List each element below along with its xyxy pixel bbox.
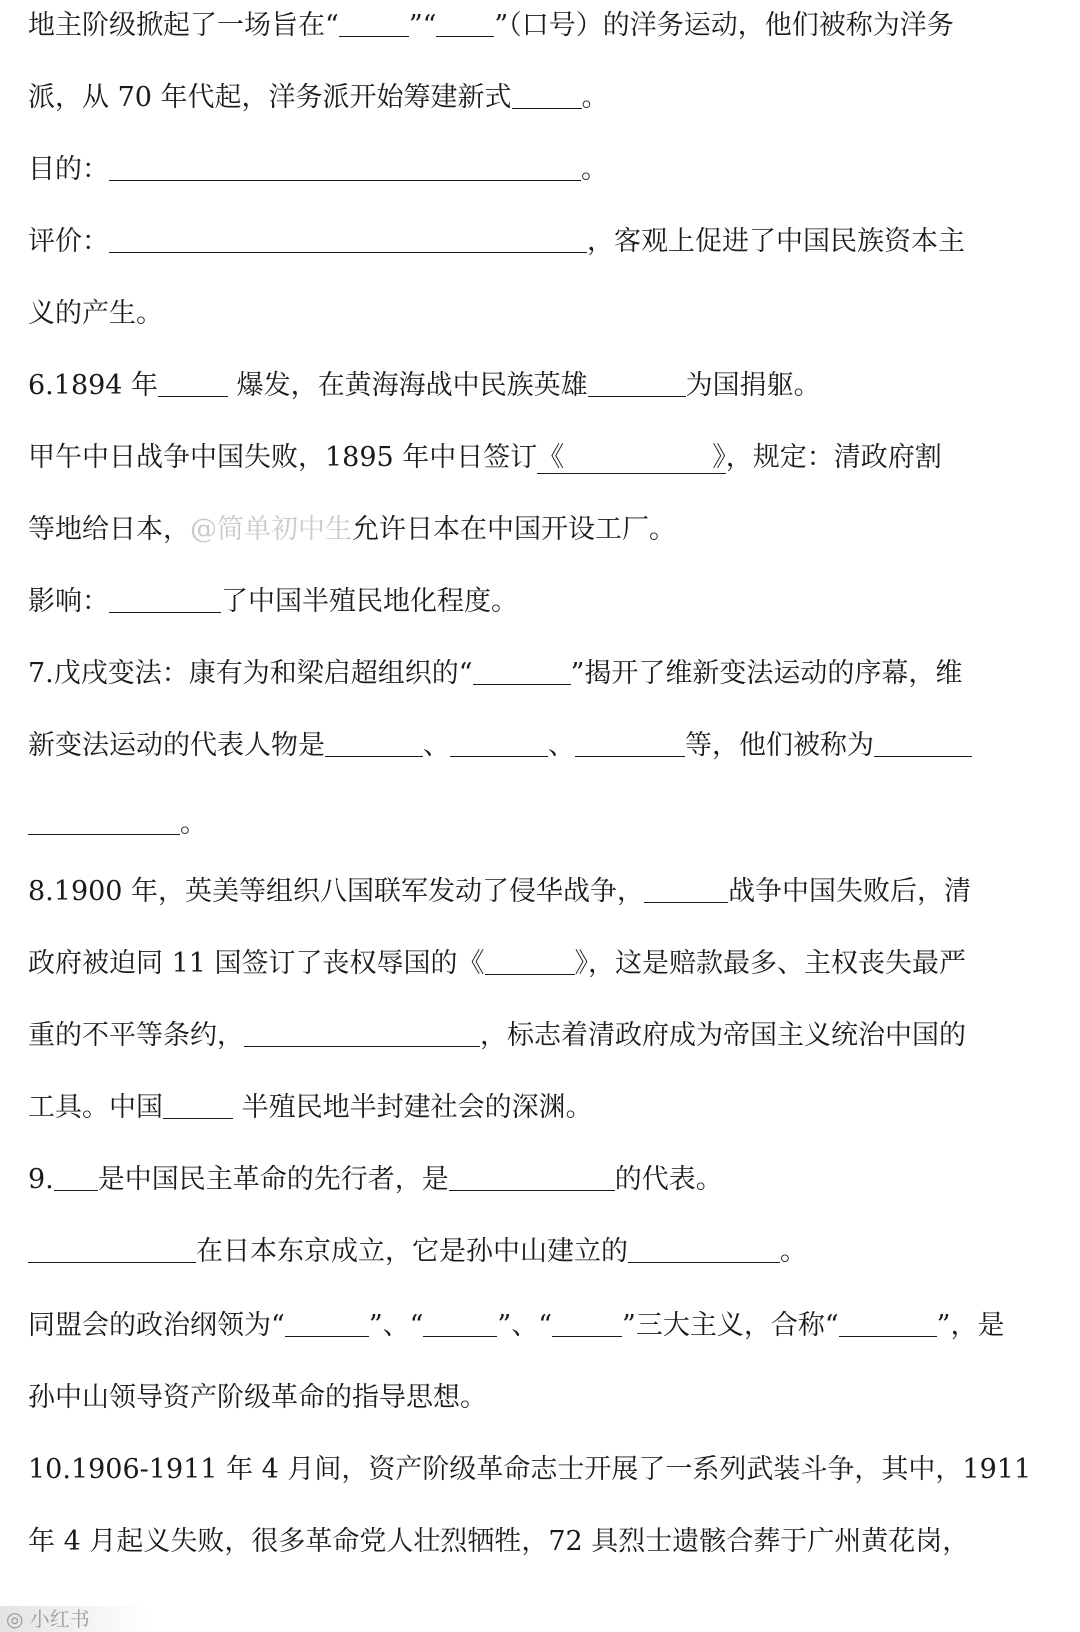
blank-party-type <box>628 1236 780 1263</box>
book-title-open: 《 <box>537 442 565 473</box>
text-segment: 义的产生。 <box>28 298 163 329</box>
text-line-2 <box>28 78 1062 118</box>
blank-war <box>158 370 228 397</box>
text-segment: 允许日本在中国开设工厂。 <box>352 514 676 545</box>
blank-influence <box>109 586 221 613</box>
text-segment: 年 4 月起义失败，很多革命党人壮烈牺牲，72 具烈士遗骸合葬于广州黄花岗， <box>28 1526 970 1557</box>
text-segment: 新变法运动的代表人物是 <box>28 730 325 761</box>
text-segment: 影响： <box>28 586 109 617</box>
watermark: @简单初中生 <box>190 514 352 545</box>
book-title-close: 》 <box>712 442 726 473</box>
text-line-3 <box>28 150 1062 190</box>
text-segment: 的代表。 <box>614 1164 723 1195</box>
text-segment: ”、“ <box>368 1310 424 1341</box>
blank-degree <box>163 1092 233 1119</box>
text-line-7 <box>28 438 1062 478</box>
text-line-12 <box>28 804 1062 844</box>
blank-principle-3 <box>552 1310 622 1337</box>
text-segment: 6.1894 年 <box>28 370 159 401</box>
blank-treaty-1901 <box>485 948 575 975</box>
text-segment: 》，这是赔款最多、主权丧失最严 <box>574 948 967 979</box>
text-segment: ”三大主义，合称“ <box>622 1310 839 1341</box>
corner-watermark: ◎ 小红书 <box>0 1606 150 1632</box>
blank-hero <box>588 370 686 397</box>
text-segment: ”，是 <box>936 1310 1005 1341</box>
text-segment: 9. <box>28 1164 54 1195</box>
blank-group-name-cont <box>28 808 180 835</box>
text-line-19 <box>28 1306 1062 1346</box>
text-segment: 等，他们被称为 <box>685 730 874 761</box>
text-segment: 半殖民地半封建社会的深渊。 <box>233 1092 593 1123</box>
text-segment: 。 <box>780 1236 807 1267</box>
blank-purpose <box>109 154 581 181</box>
text-line-13 <box>28 872 1062 912</box>
blank-organization <box>473 658 571 685</box>
blank-slogan-2 <box>436 10 494 37</box>
text-line-8 <box>28 510 1062 550</box>
text-segment: 了中国半殖民地化程度。 <box>221 586 518 617</box>
blank-treaty-content <box>244 1020 480 1047</box>
blank-evaluation <box>109 226 587 253</box>
treaty-blank <box>537 442 726 474</box>
text-line-18 <box>28 1232 1062 1272</box>
text-segment: 重的不平等条约， <box>28 1020 244 1051</box>
text-segment: 10.1906-1911 年 4 月间，资产阶级革命志士开展了一系列武装斗争，其中，1911 <box>28 1454 1032 1485</box>
blank-person-3 <box>575 730 685 757</box>
text-segment: 同盟会的政治纲领为“ <box>28 1310 285 1341</box>
text-line-15 <box>28 1016 1062 1056</box>
text-segment: 目的： <box>28 154 109 185</box>
text-segment: 派，从 70 年代起，洋务派开始筹建新式 <box>28 82 512 113</box>
text-line-22 <box>28 1522 1062 1562</box>
text-segment: 战争中国失败后，清 <box>728 876 972 907</box>
text-segment: 为国捐躯。 <box>685 370 821 401</box>
text-segment: 孙中山领导资产阶级革命的指导思想。 <box>28 1382 487 1413</box>
text-segment: 工具。中国 <box>28 1092 163 1123</box>
text-segment: ”（口号）的洋务运动，他们被称为洋务 <box>494 10 954 41</box>
text-line-17 <box>28 1160 1062 1200</box>
blank-group-name <box>874 730 972 757</box>
text-segment: 甲午中日战争中国失败，1895 年中日签订 <box>28 442 538 473</box>
text-segment: ，客观上促进了中国民族资本主 <box>587 226 965 257</box>
blank-slogan-1 <box>339 10 409 37</box>
text-line-9 <box>28 582 1062 622</box>
text-segment: ，标志着清政府成为帝国主义统治中国的 <box>480 1020 966 1051</box>
text-segment: 等地给日本， <box>28 514 190 545</box>
text-segment: 是中国民主革命的先行者，是 <box>97 1164 449 1195</box>
text-segment: 地主阶级掀起了一场旨在“ <box>28 10 339 41</box>
text-line-21 <box>28 1450 1062 1490</box>
text-segment: 评价： <box>28 226 109 257</box>
blank-industry <box>512 82 582 109</box>
text-line-6 <box>28 366 1062 406</box>
blank-class <box>449 1164 615 1191</box>
text-segment: 、 <box>423 730 450 761</box>
blank-person-2 <box>450 730 548 757</box>
text-segment: 。 <box>581 154 608 185</box>
text-segment: ，规定：清政府割 <box>725 442 942 473</box>
text-line-1 <box>28 6 1062 46</box>
text-segment: ”揭开了维新变法运动的序幕，维 <box>570 658 963 689</box>
text-segment: 在日本东京成立，它是孙中山建立的 <box>196 1236 628 1267</box>
text-segment: 。 <box>180 808 207 839</box>
text-line-20 <box>28 1378 1062 1418</box>
text-line-4 <box>28 222 1062 262</box>
text-segment: 8.1900 年，英美等组织八国联军发动了侵华战争， <box>28 876 645 907</box>
blank-person-1 <box>325 730 423 757</box>
text-segment: 7.戊戌变法：康有为和梁启超组织的“ <box>28 658 473 689</box>
text-line-14 <box>28 944 1062 984</box>
text-segment: 爆发，在黄海海战中民族英雄 <box>228 370 588 401</box>
blank-principle-1 <box>285 1310 369 1337</box>
blank-pioneer <box>54 1164 98 1191</box>
blank-organization-name <box>28 1236 196 1263</box>
text-line-5 <box>28 294 1062 334</box>
text-segment: 、 <box>548 730 575 761</box>
text-segment: ”“ <box>408 10 437 41</box>
text-segment: 政府被迫同 11 国签订了丧权辱国的《 <box>28 948 485 979</box>
blank-war-name <box>644 876 728 903</box>
blank-combined-name <box>839 1310 937 1337</box>
text-segment: ”、“ <box>497 1310 553 1341</box>
text-line-16 <box>28 1088 1062 1128</box>
blank-principle-2 <box>423 1310 497 1337</box>
text-line-11 <box>28 726 1062 766</box>
text-segment: 。 <box>581 82 609 113</box>
text-line-10 <box>28 654 1062 694</box>
